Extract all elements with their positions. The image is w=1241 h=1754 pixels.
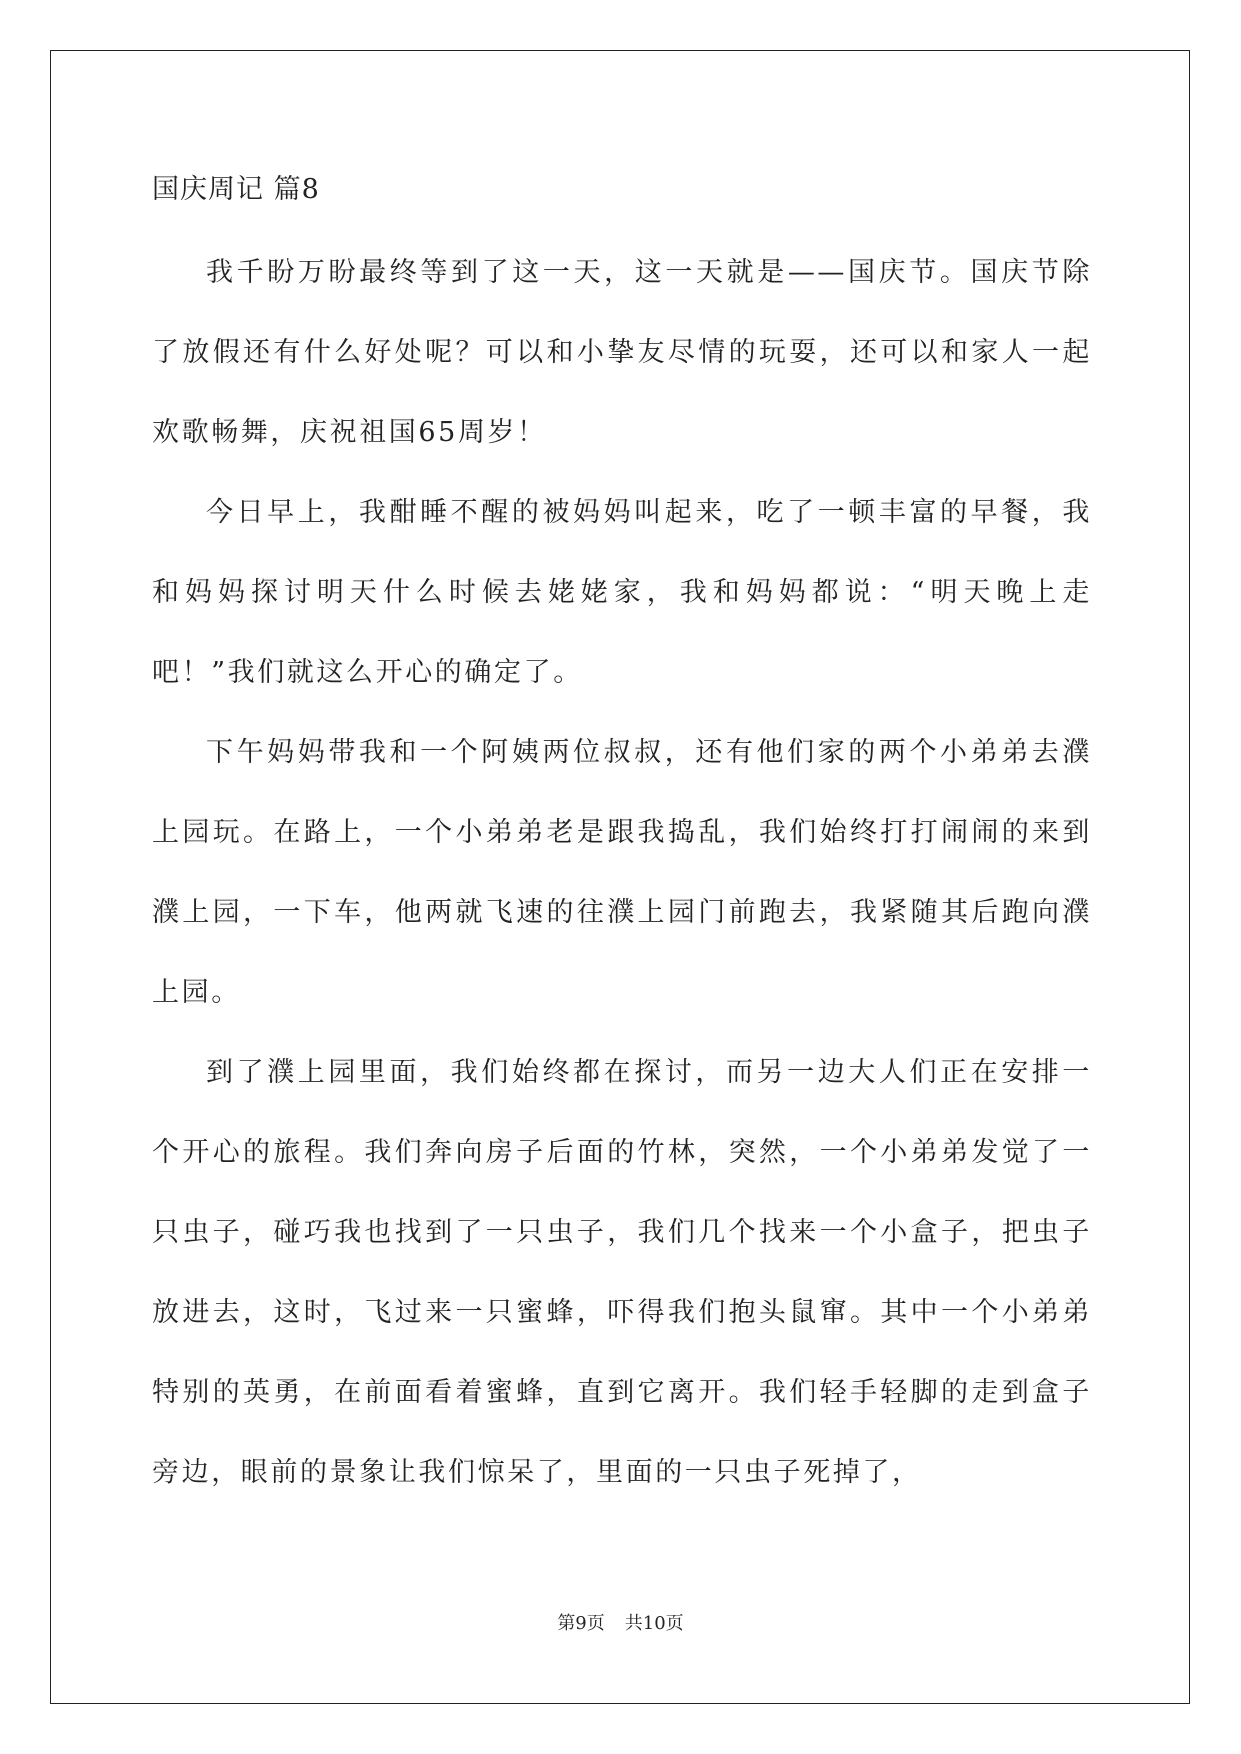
paragraph-1: 我千盼万盼最终等到了这一天，这一天就是——国庆节。国庆节除了放假还有什么好处呢？可以和小挚友尽情的玩耍，还可以和家人一起欢歌畅舞，庆祝祖国65周岁！: [152, 257, 1092, 448]
paragraph-2: 今日早上，我酣睡不醒的被妈妈叫起来，吃了一顿丰富的早餐，我和妈妈探讨明天什么时候去姥姥家，我和妈妈都说：“明天晚上走吧！”我们就这么开心的确定了。: [152, 497, 1092, 688]
paragraph-3: 下午妈妈带我和一个阿姨两位叔叔，还有他们家的两个小弟弟去濮上园玩。在路上，一个小弟弟老是跟我捣乱，我们始终打打闹闹的来到濮上园，一下车，他两就飞速的往濮上园门前跑去，我紧随其后跑向濮上园。: [152, 737, 1092, 1008]
page-total: 共10页: [624, 1613, 684, 1634]
page-number: 第9页: [557, 1613, 605, 1634]
document-body: [152, 233, 1092, 1513]
page-footer: [0, 1612, 1241, 1636]
document-title: 国庆周记 篇8: [152, 174, 320, 205]
paragraph-4: 到了濮上园里面，我们始终都在探讨，而另一边大人们正在安排一个开心的旅程。我们奔向房子后面的竹林，突然，一个小弟弟发觉了一只虫子，碰巧我也找到了一只虫子，我们几个找来一个小盒子，把虫子放进去，这时，飞过来一只蜜蜂，吓得我们抱头鼠窜。其中一个小弟弟特别的英勇，在前面看着蜜蜂，直到它离开。我们轻手轻脚的走到盒子旁边，眼前的景象让我们惊呆了，里面的一只虫子死掉了，: [152, 1057, 1092, 1488]
